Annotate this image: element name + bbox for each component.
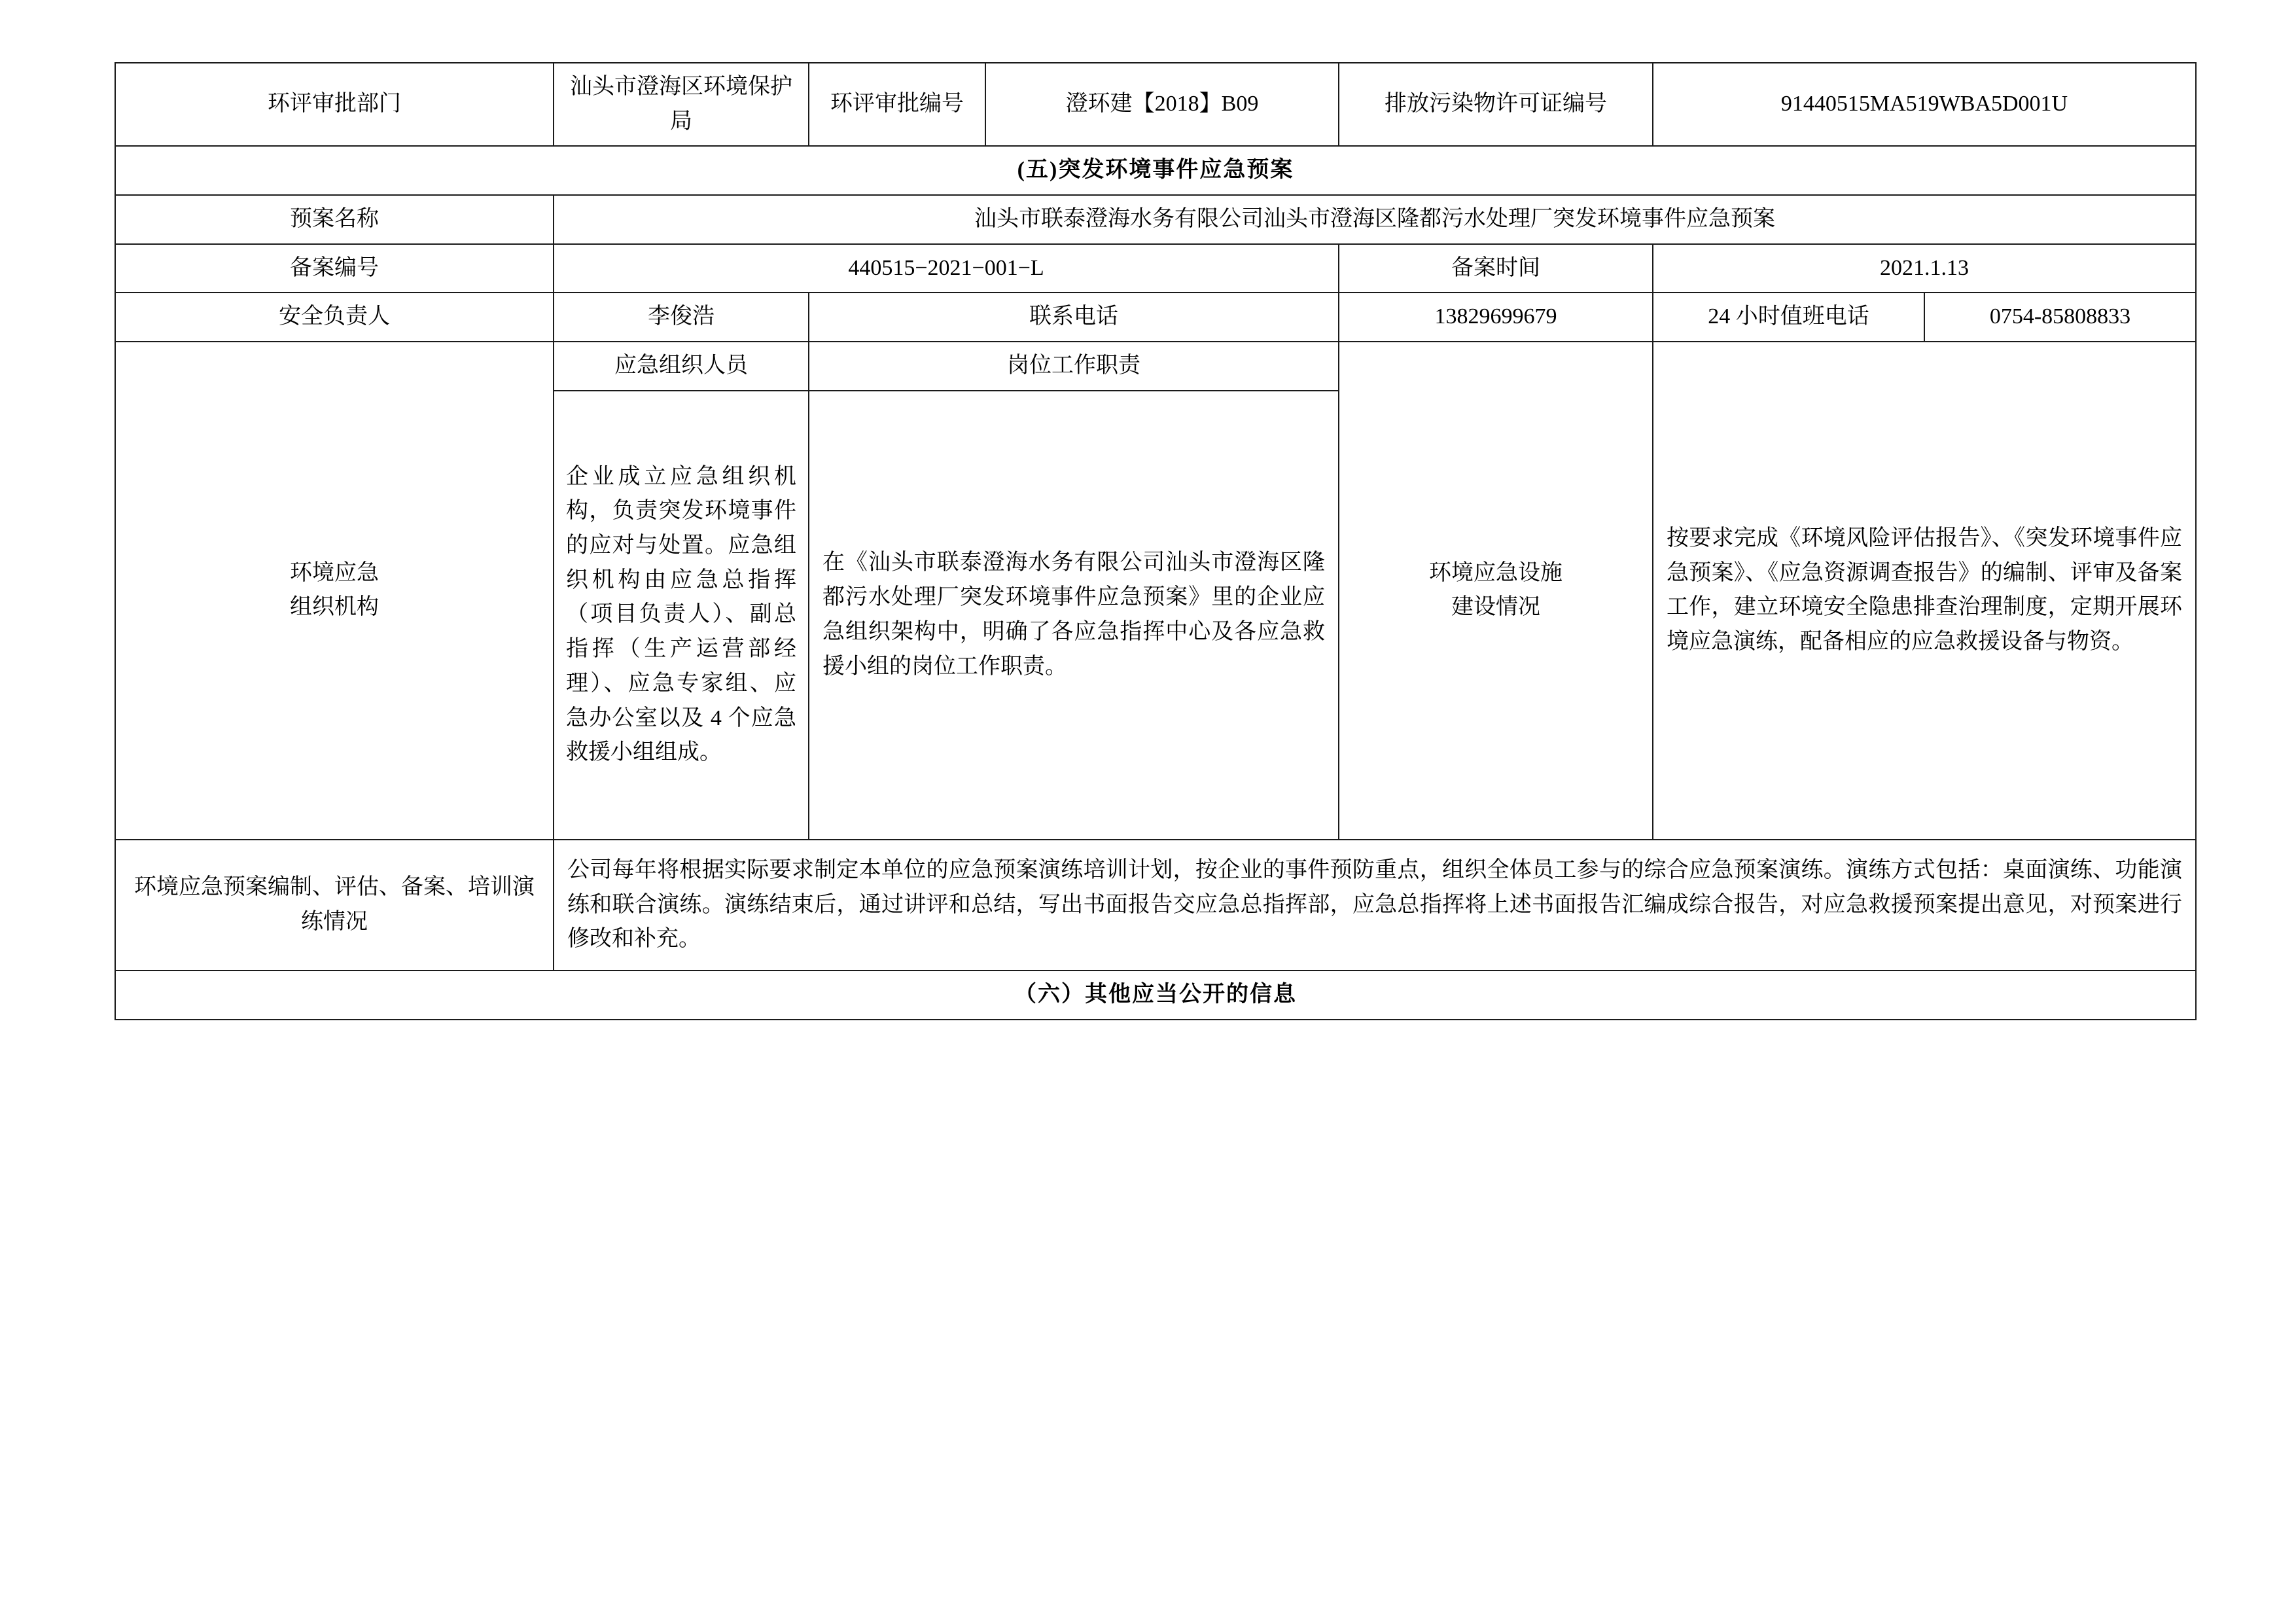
- table-row-contacts: [115, 293, 2196, 342]
- cell-org-label: [115, 342, 554, 840]
- table-row-plan-name: [115, 195, 2196, 244]
- cell-duty-phone-group: [1653, 293, 2196, 342]
- cell-safety-officer-value: 李俊浩: [554, 293, 809, 342]
- table-row-record: [115, 244, 2196, 293]
- cell-phone-label: 联系电话: [809, 293, 1339, 342]
- cell-facility-label: [1339, 342, 1653, 840]
- cell-safety-officer-label: 安全负责人: [115, 293, 554, 342]
- facility-label-line1: 环境应急设施: [1429, 560, 1563, 585]
- cell-duty-phone-label: 24 小时值班电话: [1653, 293, 1924, 341]
- org-label-line1: 环境应急: [290, 560, 379, 585]
- cell-personnel-text: 企业成立应急组织机构，负责突发环境事件的应对与处置。应急组织机构由应急总指挥（项目负责人）、副总指挥（生产运营部经理）、应急专家组、应急办公室以及 4 个应急救援小组组成。: [554, 391, 809, 840]
- cell-duty-header: 岗位工作职责: [809, 342, 1339, 391]
- table-row-eia: [115, 63, 2196, 146]
- cell-phone-value: 13829699679: [1339, 293, 1653, 342]
- cell-record-no-value: 440515−2021−001−L: [554, 244, 1339, 293]
- cell-record-no-label: 备案编号: [115, 244, 554, 293]
- table-row-drill: [115, 840, 2196, 971]
- cell-plan-name-label: 预案名称: [115, 195, 554, 244]
- table-row-org-headers: [115, 342, 2196, 391]
- cell-permit-no-label: 排放污染物许可证编号: [1339, 63, 1653, 146]
- cell-record-time-label: 备案时间: [1339, 244, 1653, 293]
- org-label-line2: 组织机构: [290, 595, 379, 620]
- section-five-title: (五)突发环境事件应急预案: [115, 146, 2196, 195]
- cell-duty-text: 在《汕头市联泰澄海水务有限公司汕头市澄海区隆都污水处理厂突发环境事件应急预案》里的企业应急组织架构中，明确了各应急指挥中心及各应急救援小组的岗位工作职责。: [809, 391, 1339, 840]
- table-row-section-six-title: [115, 971, 2196, 1020]
- table-row-section-five-title: [115, 146, 2196, 195]
- disclosure-table: [115, 62, 2197, 1020]
- cell-permit-no-value: 91440515MA519WBA5D001U: [1653, 63, 2196, 146]
- cell-drill-text: 公司每年将根据实际要求制定本单位的应急预案演练培训计划，按企业的事件预防重点，组织全体员工参与的综合应急预案演练。演练方式包括：桌面演练、功能演练和联合演练。演练结束后，通过讲评和总结，写出书面报告交应急总指挥部，应急总指挥将上述书面报告汇编成综合报告，对应急救援预案提出意见，对预案进行修改和补充。: [554, 840, 2196, 971]
- cell-drill-label: 环境应急预案编制、评估、备案、培训演练情况: [115, 840, 554, 971]
- cell-record-time-value: 2021.1.13: [1653, 244, 2196, 293]
- cell-eia-approval-no-label: 环评审批编号: [809, 63, 985, 146]
- facility-label-line2: 建设情况: [1451, 595, 1540, 620]
- cell-eia-approval-no-value: 澄环建【2018】B09: [985, 63, 1339, 146]
- section-six-title: （六）其他应当公开的信息: [115, 971, 2196, 1020]
- cell-personnel-header: 应急组织人员: [554, 342, 809, 391]
- cell-eia-department-label: 环评审批部门: [115, 63, 554, 146]
- cell-eia-department-value: 汕头市澄海区环境保护局: [554, 63, 809, 146]
- cell-plan-name-value: 汕头市联泰澄海水务有限公司汕头市澄海区隆都污水处理厂突发环境事件应急预案: [554, 195, 2196, 244]
- cell-duty-phone-value: 0754-85808833: [1989, 304, 2131, 329]
- cell-facility-text: 按要求完成《环境风险评估报告》、《突发环境事件应急预案》、《应急资源调查报告》的编制、评审及备案工作，建立环境安全隐患排查治理制度，定期开展环境应急演练，配备相应的应急救援设备与物资。: [1653, 342, 2196, 840]
